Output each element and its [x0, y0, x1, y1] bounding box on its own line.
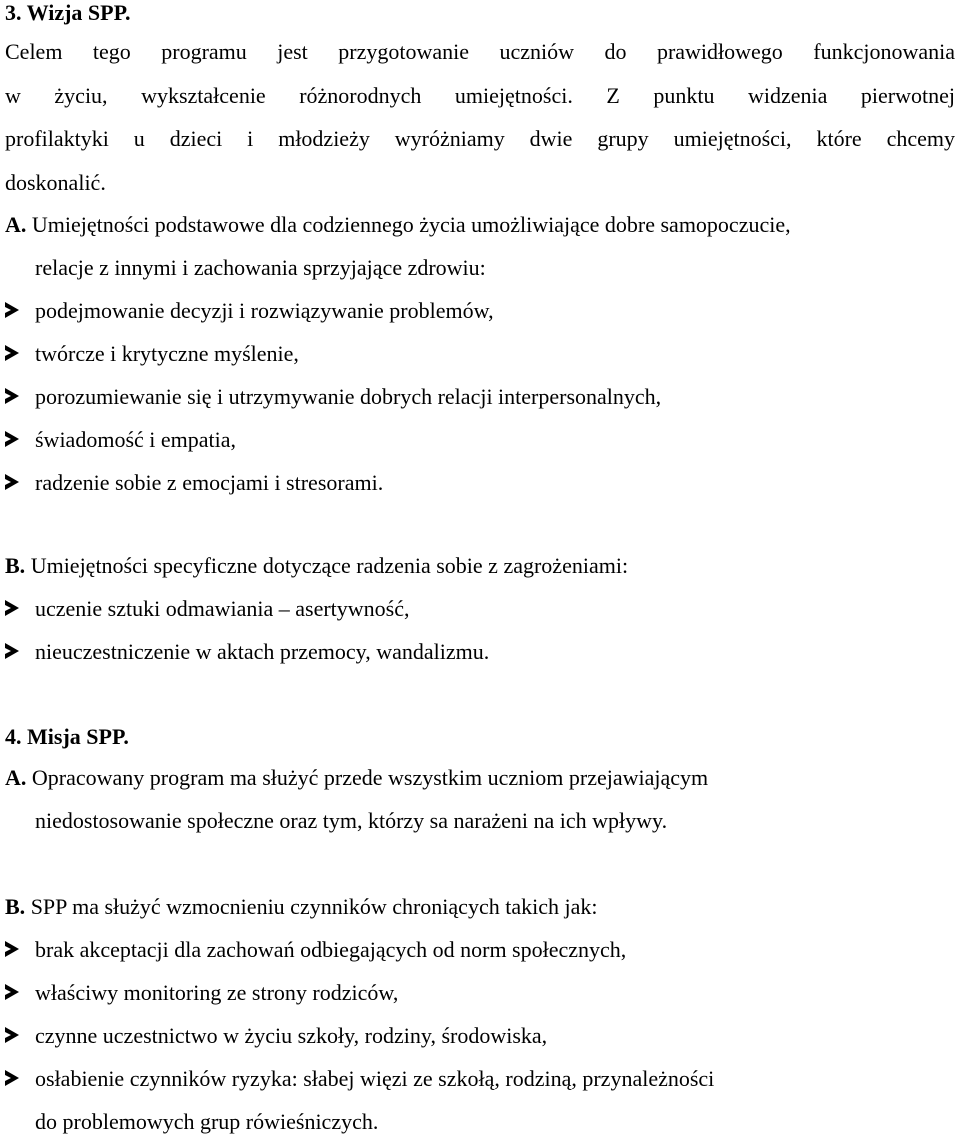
group-b-list [5, 587, 955, 673]
intro-line: w życiu, wykształcenie różnorodnych umiejętności. Z punktu widzenia pierwotnej [5, 82, 955, 108]
group-b-label: B. [5, 553, 26, 578]
mission-a-lead [5, 756, 955, 799]
list-item-text: porozumiewanie się i utrzymywanie dobrych relacji interpersonalnych, [35, 384, 662, 409]
arrowhead-bullet-icon [5, 984, 19, 1000]
group-a-lead [5, 203, 955, 246]
list-item-text: radzenie sobie z emocjami i stresorami. [35, 470, 384, 495]
list-item [5, 418, 955, 461]
list-item [5, 289, 955, 332]
list-item-text: świadomość i empatia, [35, 427, 237, 452]
arrowhead-bullet-icon [5, 600, 19, 616]
skills-group-b [5, 544, 955, 673]
list-item [5, 630, 955, 673]
list-item-text-continuation: do problemowych grup rówieśniczych. [35, 1109, 379, 1134]
arrowhead-bullet-icon [5, 345, 19, 361]
mission-point-a [5, 756, 955, 842]
intro-line: profilaktyki u dzieci i młodzieży wyróżniamy dwie grupy umiejętności, które chcemy [5, 126, 955, 151]
list-item [5, 928, 955, 971]
list-item [5, 1014, 955, 1057]
list-item [5, 375, 955, 418]
mission-a-text-line2: niedostosowanie społeczne oraz tym, którzy sa narażeni na ich wpływy. [35, 808, 668, 833]
arrowhead-bullet-icon [5, 941, 19, 957]
list-item [5, 971, 955, 1014]
intro-line: Celem tego programu jest przygotowanie uczniów do prawidłowego funkcjonowania [5, 39, 955, 64]
mission-a-label: A. [5, 765, 27, 790]
mission-a-text-line1: Opracowany program ma służyć przede wszystkim uczniom przejawiającym [31, 765, 709, 790]
list-item-text: brak akceptacji dla zachowań odbiegających od norm społecznych, [35, 937, 627, 962]
mission-b-list [5, 928, 955, 1143]
arrowhead-bullet-icon [5, 1027, 19, 1043]
list-item [5, 461, 955, 504]
section-3-heading: 3. Wizja SPP. [5, 0, 131, 25]
group-a-text-line2: relacje z innymi i zachowania sprzyjające zdrowiu: [35, 255, 486, 280]
section-3-intro [5, 30, 955, 204]
group-a-text-line1: Umiejętności podstawowe dla codziennego życia umożliwiające dobre samopoczucie, [31, 212, 791, 237]
list-item-text: czynne uczestnictwo w życiu szkoły, rodziny, środowiska, [35, 1023, 548, 1048]
group-b-lead [5, 544, 955, 587]
arrowhead-bullet-icon [5, 302, 19, 318]
arrowhead-bullet-icon [5, 431, 19, 447]
list-item-text: osłabienie czynników ryzyka: słabej więzi ze szkołą, rodziną, przynależności [35, 1066, 715, 1091]
list-item [5, 587, 955, 630]
intro-line: doskonalić. [5, 169, 106, 195]
group-b-text: Umiejętności specyficzne dotyczące radzenia sobie z zagrożeniami: [30, 553, 629, 578]
arrowhead-bullet-icon [5, 643, 19, 659]
mission-b-label: B. [5, 894, 26, 919]
skills-group-a [5, 203, 955, 504]
list-item-text: właściwy monitoring ze strony rodziców, [35, 980, 399, 1005]
list-item [5, 332, 955, 375]
arrowhead-bullet-icon [5, 474, 19, 490]
list-item [5, 1057, 955, 1143]
section-4-heading: 4. Misja SPP. [5, 724, 129, 749]
mission-b-lead [5, 885, 955, 928]
list-item-text: uczenie sztuki odmawiania – asertywność, [35, 596, 410, 621]
mission-point-b [5, 885, 955, 1143]
mission-b-text: SPP ma służyć wzmocnieniu czynników chroniących takich jak: [30, 894, 598, 919]
list-item-text: podejmowanie decyzji i rozwiązywanie problemów, [35, 298, 494, 323]
arrowhead-bullet-icon [5, 1070, 19, 1086]
group-a-list [5, 289, 955, 504]
list-item-text: twórcze i krytyczne myślenie, [35, 341, 299, 366]
list-item-text: nieuczestniczenie w aktach przemocy, wandalizmu. [35, 639, 490, 664]
group-a-label: A. [5, 212, 27, 237]
arrowhead-bullet-icon [5, 388, 19, 404]
